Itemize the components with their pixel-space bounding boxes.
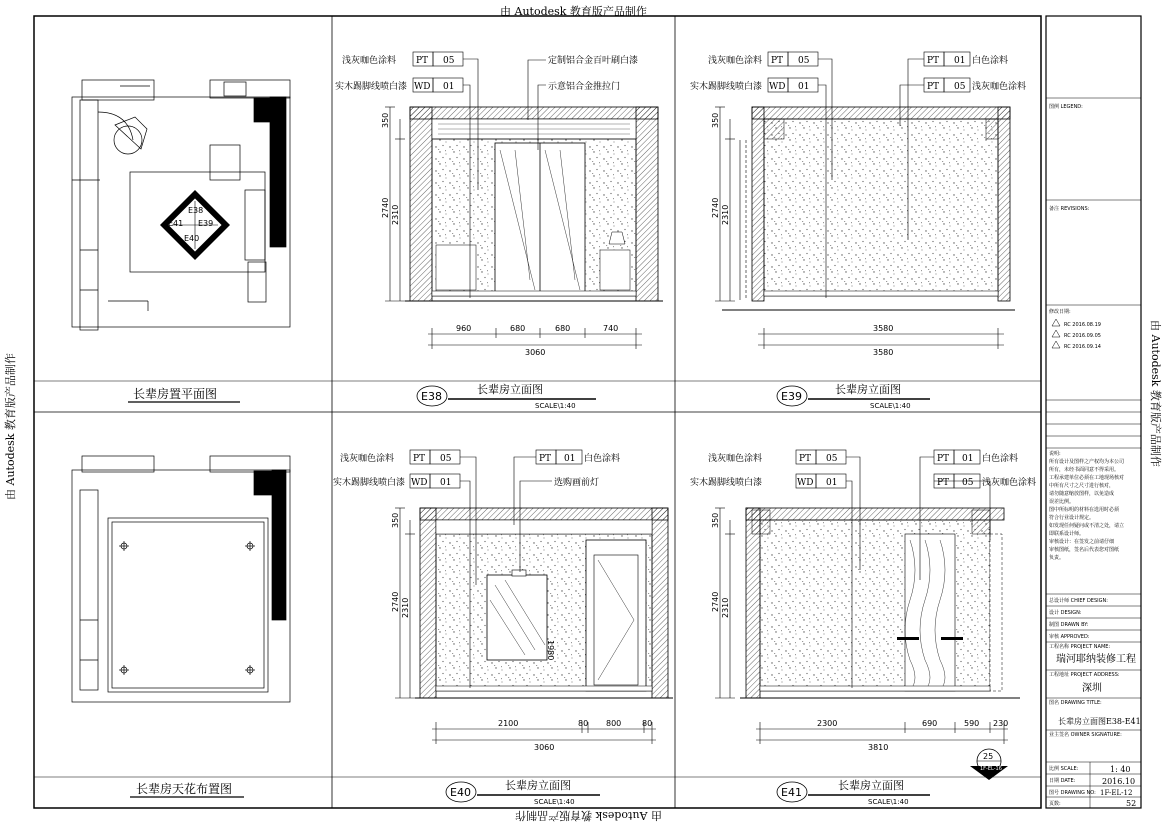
svg-text:05: 05 (962, 478, 974, 488)
dim-e38-1: 960 (456, 324, 472, 333)
tb-rev-date: 修改日期: (1049, 309, 1071, 315)
svg-text:误差比例。: 误差比例。 (1049, 499, 1075, 505)
e41-label-white: 白色涂料 (982, 454, 1019, 464)
tb-project-addr-label: 工程地址 PROJECT ADDRESS: (1049, 672, 1120, 678)
svg-text:实木踢脚线喷白漆: 实木踢脚线喷白漆 (690, 82, 763, 92)
tb-legend: 图例 LEGEND: (1049, 104, 1083, 110)
tb-owner-label: 业主签名 OWNER SIGNATURE: (1049, 732, 1122, 738)
dim-e40-2740: 2740 (391, 591, 400, 612)
dim-e41-2310: 2310 (721, 597, 730, 618)
e39-label-grey: 浅灰咖色涂料 (972, 82, 1027, 92)
svg-text:PT: PT (771, 56, 784, 66)
svg-text:图中所标明的材料在选用时必须: 图中所标明的材料在选用时必须 (1049, 507, 1120, 513)
dim-e39-2310: 2310 (721, 204, 730, 225)
e41-title: 长辈房立面图 (838, 779, 904, 792)
e40-title: 长辈房立面图 (505, 779, 571, 792)
svg-text:01: 01 (798, 82, 810, 92)
tb-notes-title: 说明: (1049, 451, 1061, 457)
plan-tag-e39: E39 (198, 219, 214, 228)
dim-e40-1: 2100 (498, 719, 519, 728)
svg-text:PT: PT (539, 454, 552, 464)
svg-text:所有，未经书面同意不得采用。: 所有，未经书面同意不得采用。 (1049, 467, 1120, 473)
dim-e38-2310: 2310 (391, 204, 400, 225)
e39-label-white: 白色涂料 (972, 56, 1009, 66)
svg-text:实木踢脚线喷白漆: 实木踢脚线喷白漆 (690, 478, 763, 488)
dim-e40-1980: 1980 (546, 640, 555, 661)
elevation-e41 (740, 508, 1020, 698)
tb-project-addr: 深圳 (1082, 683, 1102, 694)
tb-scale-label: 比例 SCALE: (1049, 766, 1079, 772)
svg-text:WD: WD (769, 82, 786, 92)
e38-label-louver: 定制铝合金百叶刷白漆 (548, 56, 639, 66)
dim-e40-3: 800 (606, 719, 622, 728)
svg-text:WD: WD (797, 478, 814, 488)
dim-e41-2: 690 (922, 719, 938, 728)
dim-e39-2740: 2740 (711, 197, 720, 218)
svg-text:浅灰咖色涂料: 浅灰咖色涂料 (708, 454, 763, 464)
svg-text:所有设计及图样之产权均为本公司: 所有设计及图样之产权均为本公司 (1049, 459, 1125, 465)
dim-e40-2310: 2310 (401, 597, 410, 618)
dim-e39-1: 3580 (873, 324, 894, 333)
dim-e38-3: 680 (555, 324, 571, 333)
tb-approved: 审核 APPROVED: (1049, 634, 1090, 640)
svg-text:中所有尺寸之尺寸进行核对，: 中所有尺寸之尺寸进行核对， (1049, 483, 1115, 489)
dim-e38-total: 3060 (525, 348, 546, 357)
e38-label-sliding: 示意铝合金推拉门 (548, 82, 621, 92)
dim-e39-350: 350 (711, 112, 720, 128)
section-mark-num: 25 (983, 752, 994, 761)
plan-tag-e38: E38 (188, 206, 204, 215)
e39-title: 长辈房立面图 (835, 383, 901, 396)
watermark-left: 由 Autodesk 教育版产品制作 (4, 353, 17, 500)
tb-design: 设计 DESIGN: (1049, 610, 1082, 616)
dim-e41-3: 590 (964, 719, 980, 728)
svg-text:符合行业设计规定。: 符合行业设计规定。 (1049, 515, 1095, 521)
dim-e41-1: 2300 (817, 719, 838, 728)
svg-text:PT: PT (416, 56, 429, 66)
svg-text:WD: WD (414, 82, 431, 92)
tb-scale: 1: 40 (1110, 765, 1131, 774)
e41-scale: SCALE\1:40 (868, 798, 909, 806)
tb-group: 总设计师 CHIEF DESIGN: (1049, 598, 1108, 604)
dim-e41-350: 350 (711, 512, 720, 528)
elevation-e38 (405, 107, 663, 301)
tb-project-name-label: 工程名称 PROJECT NAME: (1049, 644, 1111, 650)
e40-label-lamp: 选购画前灯 (554, 478, 600, 488)
elevation-e40 (415, 508, 673, 698)
tb-date: 2016.10 (1102, 777, 1136, 786)
plan-title: 长辈房置平面图 (133, 387, 218, 401)
dim-e40-4: 80 (642, 719, 653, 728)
svg-text:PT: PT (799, 454, 812, 464)
plan-tag-e40: E40 (184, 234, 200, 243)
dim-e38-4: 740 (603, 324, 619, 333)
e40-tag: E40 (450, 786, 471, 799)
tb-rev-2: RC 2016.09.05 (1064, 333, 1101, 339)
tb-drawing-no-label: 图号 DRAWING NO: (1049, 790, 1096, 796)
dim-e41-total: 3810 (868, 743, 889, 752)
ceiling-plan (72, 456, 290, 702)
e40-label-white: 白色涂料 (584, 454, 621, 464)
svg-text:01: 01 (440, 478, 452, 488)
svg-text:01: 01 (443, 82, 455, 92)
tb-drawn: 制图 DRAWN BY: (1049, 622, 1089, 628)
tb-project-name: 瑞河耶纳装修工程 (1056, 654, 1136, 665)
e41-label-grey: 浅灰咖色涂料 (982, 478, 1037, 488)
svg-text:PT: PT (937, 454, 950, 464)
dim-e40-350: 350 (391, 512, 400, 528)
svg-text:即联系设计师。: 即联系设计师。 (1049, 531, 1085, 537)
svg-text:负责。: 负责。 (1049, 555, 1065, 561)
e39-tag: E39 (781, 390, 802, 403)
dim-e40-total: 3060 (534, 743, 555, 752)
svg-text:PT: PT (927, 56, 940, 66)
svg-text:如发现任何疑问或不清之处，请立: 如发现任何疑问或不清之处，请立 (1049, 523, 1125, 529)
tb-drawing-title: 长辈房立面图E38-E41 (1058, 717, 1141, 726)
plan-elevation-tag (160, 190, 230, 260)
plan-tag-e41: E41 (168, 219, 184, 228)
tb-date-label: 日期 DATE: (1049, 778, 1076, 784)
svg-text:05: 05 (826, 454, 838, 464)
svg-text:PT: PT (927, 82, 940, 92)
tb-rev-3: RC 2016.09.14 (1064, 344, 1101, 350)
tb-page: 52 (1126, 799, 1137, 808)
svg-text:WD: WD (411, 478, 428, 488)
e38-tag: E38 (421, 390, 442, 403)
dim-e39-total: 3580 (873, 348, 894, 357)
e39-scale: SCALE\1:40 (870, 402, 911, 410)
dim-e38-350: 350 (381, 112, 390, 128)
e41-tag: E41 (781, 786, 802, 799)
dim-e41-2740: 2740 (711, 591, 720, 612)
elevation-e39 (722, 107, 1015, 310)
tb-revisions: 备注 REVISIONS: (1049, 206, 1090, 212)
dim-e38-2740: 2740 (381, 197, 390, 218)
watermark-top: 由 Autodesk 教育版产品制作 (500, 5, 647, 18)
tb-drawing-no: 1F-EL-12 (1100, 789, 1133, 797)
svg-text:05: 05 (798, 56, 810, 66)
svg-text:05: 05 (443, 56, 455, 66)
svg-text:实木踢脚线喷白漆: 实木踢脚线喷白漆 (333, 478, 406, 488)
ceiling-title: 长辈房天花布置图 (136, 782, 233, 796)
svg-text:01: 01 (564, 454, 576, 464)
watermark-bottom: 由 Autodesk 教育版产品制作 (515, 809, 662, 822)
tb-page-label: 页数: (1049, 801, 1061, 807)
svg-text:01: 01 (826, 478, 838, 488)
e38-scale: SCALE\1:40 (535, 402, 576, 410)
svg-text:05: 05 (954, 82, 966, 92)
svg-text:请勿随意缩放图样，以免造成: 请勿随意缩放图样，以免造成 (1049, 491, 1115, 497)
e38-label-skirting: 实木踢脚线喷白漆 (335, 82, 408, 92)
tb-drawing-title-label: 图名 DRAWING TITLE: (1049, 700, 1102, 706)
e38-label-grey: 浅灰咖色涂料 (342, 56, 397, 66)
svg-text:审核图纸，签名后代表您对图纸: 审核图纸，签名后代表您对图纸 (1049, 547, 1120, 553)
e38-title: 长辈房立面图 (477, 383, 543, 396)
svg-text:01: 01 (954, 56, 966, 66)
ceiling-lights (119, 541, 255, 675)
e40-scale: SCALE\1:40 (534, 798, 575, 806)
dim-e41-4: 230 (993, 719, 1009, 728)
watermark-right: 由 Autodesk 教育版产品制作 (1149, 320, 1162, 467)
svg-text:工程承建单位必须在工地现场核对: 工程承建单位必须在工地现场核对 (1049, 475, 1125, 481)
section-mark-sub: 1F-EL-16 (980, 766, 1002, 772)
dim-e40-2: 80 (578, 719, 589, 728)
svg-text:浅灰咖色涂料: 浅灰咖色涂料 (708, 56, 763, 66)
svg-text:浅灰咖色涂料: 浅灰咖色涂料 (340, 454, 395, 464)
tb-rev-1: RC 2016.08.19 (1064, 322, 1101, 328)
svg-text:PT: PT (937, 478, 950, 488)
svg-text:01: 01 (962, 454, 974, 464)
svg-text:PT: PT (413, 454, 426, 464)
dim-e38-2: 680 (510, 324, 526, 333)
svg-text:审核设计：在签发之前请仔细: 审核设计：在签发之前请仔细 (1049, 539, 1115, 545)
svg-text:05: 05 (440, 454, 452, 464)
